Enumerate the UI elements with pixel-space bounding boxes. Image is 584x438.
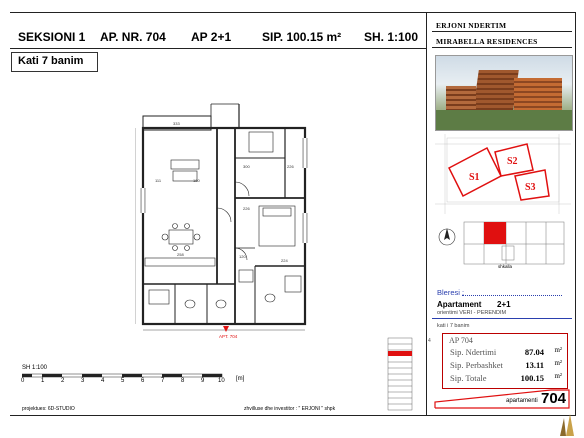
floor-plan [135, 98, 315, 338]
frame-top [10, 12, 576, 13]
site-plan [435, 134, 571, 214]
apartment-label: Apartament [437, 300, 482, 309]
scale-tick-9: 9 [201, 378, 205, 384]
scale-tick-5: 5 [121, 378, 125, 384]
frame-divider [426, 12, 427, 416]
scale-tick-7: 7 [161, 378, 165, 384]
frame-header-bottom [10, 48, 426, 49]
room-dim-1: 333 [173, 121, 180, 126]
buyer-label: Bleresi : [437, 288, 465, 297]
orientation-label: orientimi VERI - PERENDIM [437, 310, 507, 316]
spec-unit-total: m² [554, 372, 562, 380]
spec-label-common: Sip. Perbashket [450, 360, 503, 370]
apartment-type: AP 2+1 [191, 30, 232, 44]
spec-value-total: 100.15 [520, 373, 544, 383]
spec-value-construction: 87.04 [524, 347, 544, 357]
apartment-tag-label: apartamenti [506, 398, 538, 404]
spec-title: AP 704 [449, 336, 473, 345]
scale-unit: [m] [236, 376, 245, 382]
spec-label-construction: Sip. Ndertimi [450, 347, 497, 357]
floor-label-box [11, 52, 98, 72]
logo-icon [558, 414, 576, 436]
building-render-image [435, 55, 573, 131]
spec-unit-construction: m² [554, 346, 562, 354]
room-dim-3: 180 [193, 178, 200, 183]
room-dim-7: 258 [177, 252, 184, 257]
vertical-number: 4 [428, 338, 431, 344]
site-label-s1: S1 [469, 172, 480, 183]
spec-value-common: 13.11 [525, 360, 544, 370]
info-rule [432, 318, 572, 319]
apartment-area: SIP. 100.15 m² [262, 30, 342, 44]
spec-row-construction [442, 346, 566, 359]
drawing-scale: SH. 1:100 [364, 30, 419, 44]
floor-info-label: kati i 7 banim [437, 323, 470, 329]
scale-tick-2: 2 [61, 378, 65, 384]
section-label: SEKSIONI 1 [18, 30, 86, 44]
scale-tick-0: 0 [21, 378, 25, 384]
scale-tick-10: 10 [218, 378, 225, 384]
scale-bar-title: SH 1:100 [22, 365, 48, 371]
brand-rule-1 [432, 31, 572, 32]
building-elevation [386, 336, 416, 412]
buyer-dots [462, 295, 562, 296]
brand-line-1: ERJONI NDERTIM [436, 21, 507, 30]
developer-credit: zhvilluse dhe investitor : " ERJONI " shpk [244, 406, 336, 412]
spec-row-total [442, 372, 566, 385]
apartment-number: AP. NR. 704 [100, 30, 166, 44]
apartment-tag-number: 704 [541, 390, 567, 407]
frame-right [575, 12, 576, 416]
room-dim-4: 300 [243, 164, 250, 169]
scale-tick-1: 1 [41, 378, 45, 384]
designer-credit: projektues: 6D-STUDIO [22, 406, 75, 412]
scale-tick-8: 8 [181, 378, 185, 384]
brand-rule-2 [432, 47, 572, 48]
room-dim-2: 111 [155, 178, 162, 183]
room-dim-6: 226 [243, 206, 250, 211]
scale-tick-6: 6 [141, 378, 145, 384]
floor-thumbnail [462, 218, 566, 270]
north-arrow-icon [436, 226, 458, 248]
scale-tick-4: 4 [101, 378, 105, 384]
site-label-s2: S2 [507, 156, 518, 167]
room-dim-9: 224 [281, 258, 288, 263]
spec-row-common [442, 359, 566, 372]
spec-unit-common: m² [554, 359, 562, 367]
apartment-marker: APT. 704 [219, 334, 238, 338]
scale-tick-3: 3 [81, 378, 85, 384]
brand-line-2: MIRABELLA RESIDENCES [436, 37, 538, 46]
spec-label-total: Sip. Totale [450, 373, 487, 383]
floor-label: Kati 7 banim [18, 55, 84, 67]
frame-bottom [10, 415, 576, 416]
floor-thumb-label: shkalla [498, 264, 513, 269]
room-dim-8: 120 [239, 254, 246, 259]
room-dim-5: 226 [287, 164, 294, 169]
site-label-s3: S3 [525, 182, 536, 193]
apartment-type-label: 2+1 [497, 300, 511, 309]
